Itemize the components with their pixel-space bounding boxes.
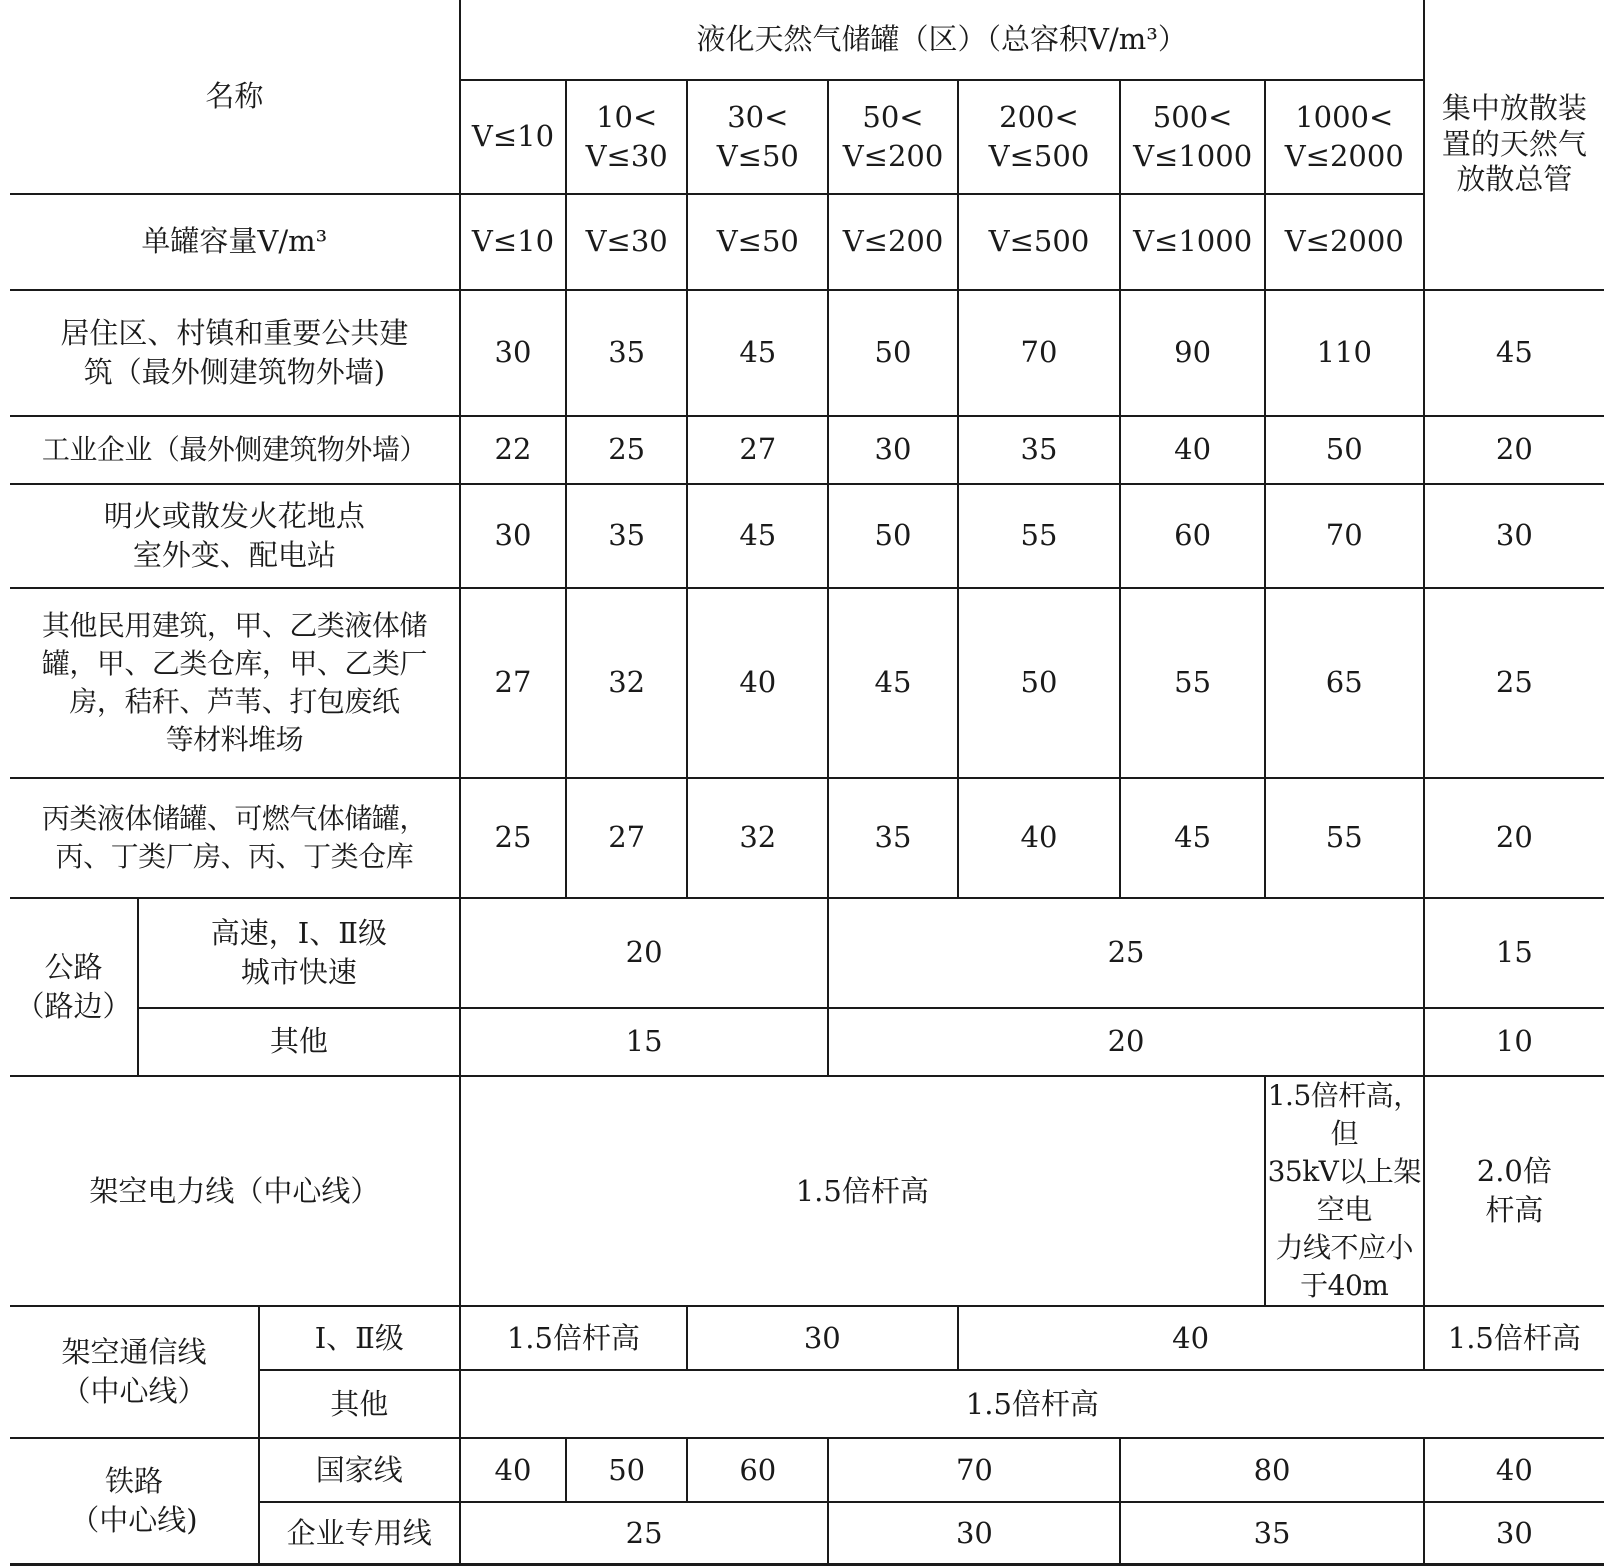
value-cell: 50	[828, 290, 957, 416]
value-cell: 1.5倍杆高	[460, 1306, 687, 1370]
total-volume-cell: V≤10	[460, 80, 567, 194]
name-header: 名称	[10, 0, 460, 194]
value-cell: 30	[460, 290, 567, 416]
vent-value-cell: 1.5倍杆高	[1424, 1306, 1604, 1370]
comm-line-class12-label: Ⅰ、Ⅱ级	[259, 1306, 460, 1370]
total-volume-cell: 1000< V≤2000	[1265, 80, 1424, 194]
single-tank-cell: V≤200	[828, 194, 957, 290]
total-volume-cell: 500< V≤1000	[1120, 80, 1264, 194]
vent-value-cell: 30	[1424, 484, 1604, 588]
value-cell: 55	[1265, 778, 1424, 898]
comm-line-other-label: 其他	[259, 1370, 460, 1438]
highway-row	[10, 1008, 1604, 1076]
value-cell: 20	[828, 1008, 1423, 1076]
value-cell: 60	[1120, 484, 1264, 588]
value-cell: 1.5倍杆高	[460, 1076, 1265, 1306]
value-cell: 25	[566, 416, 687, 484]
table-row	[10, 778, 1604, 898]
value-cell: 65	[1265, 588, 1424, 778]
value-cell: 55	[1120, 588, 1264, 778]
value-cell: 35	[1120, 1502, 1423, 1564]
value-cell: 45	[1120, 778, 1264, 898]
header-row-single-tank	[10, 194, 1604, 290]
row-name: 明火或散发火花地点 室外变、配电站	[10, 484, 460, 588]
value-cell: 1.5倍杆高，但 35kV以上架空电 力线不应小于40m	[1265, 1076, 1424, 1306]
value-cell: 70	[828, 1438, 1120, 1502]
value-cell: 90	[1120, 290, 1264, 416]
vent-value-cell: 2.0倍 杆高	[1424, 1076, 1604, 1306]
row-name: 工业企业（最外侧建筑物外墙）	[10, 416, 460, 484]
value-cell: 25	[460, 1502, 829, 1564]
comm-line-group-label: 架空通信线 （中心线）	[10, 1306, 259, 1438]
table-row	[10, 484, 1604, 588]
value-cell: 45	[828, 588, 957, 778]
power-line-label: 架空电力线（中心线）	[10, 1076, 460, 1306]
single-tank-cell: V≤1000	[1120, 194, 1264, 290]
table-row	[10, 416, 1604, 484]
value-cell: 1.5倍杆高	[460, 1370, 1604, 1438]
total-volume-cell: 50< V≤200	[828, 80, 957, 194]
value-cell: 35	[566, 484, 687, 588]
value-cell: 50	[1265, 416, 1424, 484]
value-cell: 32	[687, 778, 828, 898]
value-cell: 50	[566, 1438, 687, 1502]
railway-row	[10, 1438, 1604, 1502]
value-cell: 45	[687, 484, 828, 588]
row-name: 其他民用建筑，甲、乙类液体储 罐，甲、乙类仓库，甲、乙类厂 房，秸秆、芦苇、打包废纸 等材料堆场	[10, 588, 460, 778]
single-tank-cell: V≤10	[460, 194, 567, 290]
vent-value-cell: 20	[1424, 416, 1604, 484]
value-cell: 80	[1120, 1438, 1423, 1502]
vent-value-cell: 10	[1424, 1008, 1604, 1076]
value-cell: 27	[687, 416, 828, 484]
single-tank-cell: V≤30	[566, 194, 687, 290]
value-cell: 70	[958, 290, 1121, 416]
vent-value-cell: 20	[1424, 778, 1604, 898]
value-cell: 35	[828, 778, 957, 898]
value-cell: 50	[828, 484, 957, 588]
value-cell: 40	[958, 1306, 1424, 1370]
value-cell: 40	[958, 778, 1121, 898]
railway-enterprise-label: 企业专用线	[259, 1502, 460, 1564]
lng-spacing-table	[10, 0, 1604, 1566]
table-row	[10, 290, 1604, 416]
value-cell: 27	[460, 588, 567, 778]
value-cell: 55	[958, 484, 1121, 588]
value-cell: 35	[958, 416, 1121, 484]
value-cell: 45	[687, 290, 828, 416]
single-tank-cell: V≤2000	[1265, 194, 1424, 290]
value-cell: 30	[828, 416, 957, 484]
total-volume-cell: 30< V≤50	[687, 80, 828, 194]
value-cell: 20	[460, 898, 829, 1008]
value-cell: 40	[1120, 416, 1264, 484]
value-cell: 27	[566, 778, 687, 898]
value-cell: 60	[687, 1438, 828, 1502]
railway-group-label: 铁路 （中心线)	[10, 1438, 259, 1564]
vent-value-cell: 45	[1424, 290, 1604, 416]
vent-value-cell: 25	[1424, 588, 1604, 778]
header-row-1	[10, 0, 1604, 80]
single-tank-label: 单罐容量V/m³	[10, 194, 460, 290]
highway-row	[10, 898, 1604, 1008]
vent-value-cell: 30	[1424, 1502, 1604, 1564]
value-cell: 40	[687, 588, 828, 778]
value-cell: 35	[566, 290, 687, 416]
value-cell: 25	[828, 898, 1423, 1008]
value-cell: 40	[460, 1438, 567, 1502]
vent-stack-header: 集中放散装置的天然气放散总管	[1424, 0, 1604, 290]
value-cell: 70	[1265, 484, 1424, 588]
value-cell: 30	[828, 1502, 1120, 1564]
row-name: 丙类液体储罐、可燃气体储罐， 丙、丁类厂房、丙、丁类仓库	[10, 778, 460, 898]
tank-area-header: 液化天然气储罐（区）（总容积V/m³）	[460, 0, 1424, 80]
value-cell: 50	[958, 588, 1121, 778]
railway-national-label: 国家线	[259, 1438, 460, 1502]
value-cell: 25	[460, 778, 567, 898]
power-line-row	[10, 1076, 1604, 1306]
value-cell: 22	[460, 416, 567, 484]
value-cell: 110	[1265, 290, 1424, 416]
single-tank-cell: V≤50	[687, 194, 828, 290]
vent-value-cell: 15	[1424, 898, 1604, 1008]
highway-group-label: 公路 （路边）	[10, 898, 138, 1076]
single-tank-cell: V≤500	[958, 194, 1121, 290]
table-row	[10, 588, 1604, 778]
value-cell: 30	[687, 1306, 957, 1370]
value-cell: 30	[460, 484, 567, 588]
comm-line-row	[10, 1306, 1604, 1370]
value-cell: 32	[566, 588, 687, 778]
value-cell: 15	[460, 1008, 829, 1076]
highway-expressway-label: 高速，Ⅰ、Ⅱ级 城市快速	[138, 898, 460, 1008]
highway-other-label: 其他	[138, 1008, 460, 1076]
total-volume-cell: 10< V≤30	[566, 80, 687, 194]
vent-value-cell: 40	[1424, 1438, 1604, 1502]
row-name: 居住区、村镇和重要公共建 筑（最外侧建筑物外墙)	[10, 290, 460, 416]
total-volume-cell: 200< V≤500	[958, 80, 1121, 194]
